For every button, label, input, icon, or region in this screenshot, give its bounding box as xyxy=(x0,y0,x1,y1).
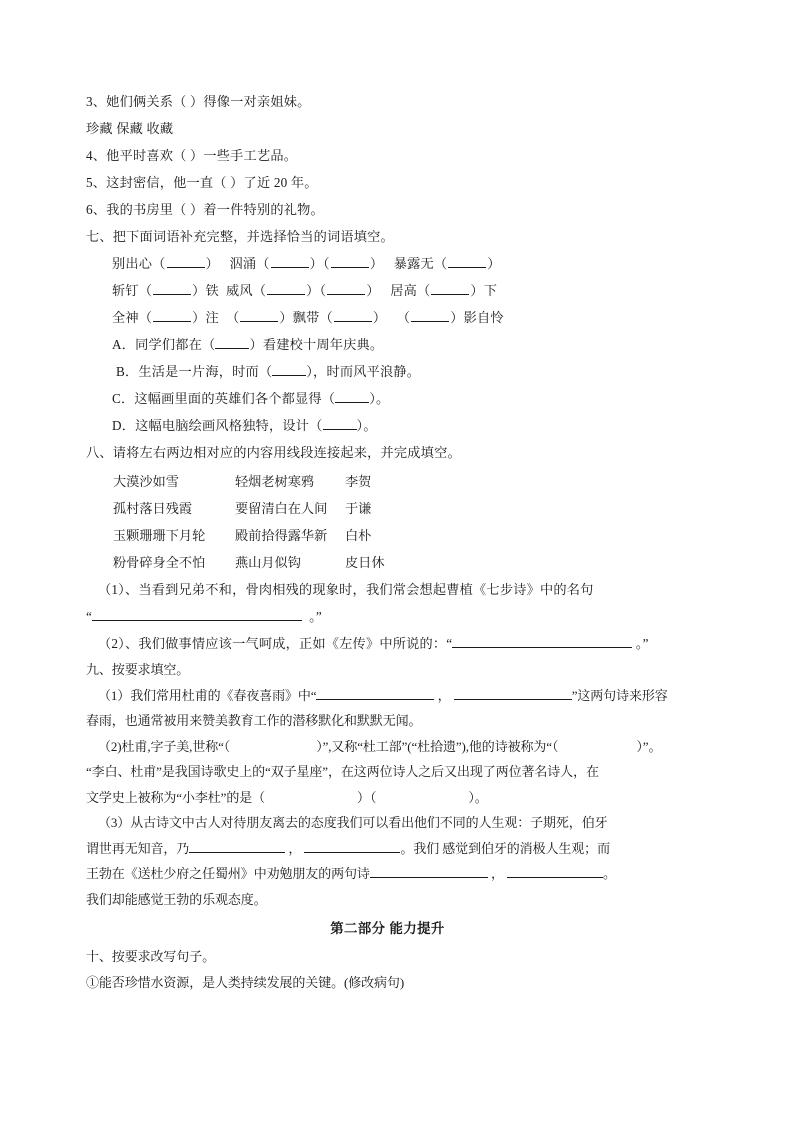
answer-space[interactable] xyxy=(376,789,468,802)
answer-space[interactable] xyxy=(230,738,316,751)
blank-underline[interactable] xyxy=(323,416,357,430)
blank-underline[interactable] xyxy=(189,839,285,853)
blank-underline[interactable] xyxy=(304,839,400,853)
table-row xyxy=(86,495,707,522)
section9-q2-line3: 文学史上被称为“小李杜”的是（ ）（ ）。 xyxy=(86,789,488,805)
blank-underline[interactable] xyxy=(370,864,488,878)
section7-idiom-row-2 xyxy=(86,277,707,304)
match-right-item[interactable]: 于谦 xyxy=(345,501,372,516)
section9-heading: 九、按要求填空。 xyxy=(86,662,190,677)
match-left-item[interactable]: 大漠沙如雪 xyxy=(113,474,179,489)
poem-matching-table xyxy=(86,468,707,576)
section7-option-d: D．这幅电脑绘画风格独特，设计（ ）。 xyxy=(86,412,707,439)
blank-underline[interactable] xyxy=(153,308,191,322)
blank-underline[interactable] xyxy=(454,686,572,700)
idiom-blank-group: 暴露无（ ） xyxy=(394,256,501,271)
section8-q1-line2: “ 。” xyxy=(86,603,707,630)
blank-underline[interactable] xyxy=(153,281,191,295)
section7-option-c: C．这幅画里面的英雄们各个都显得（ ）。 xyxy=(86,385,707,412)
section7-option-b: B．生活是一片海，时而（ ），时而风平浪静。 xyxy=(86,358,707,385)
blank-underline[interactable] xyxy=(215,335,249,349)
match-right-item[interactable]: 白朴 xyxy=(345,528,372,543)
idiom-blank-group: 全神（ ）注 xyxy=(112,310,219,325)
idiom-blank-group: 别出心（ ） xyxy=(112,256,219,271)
fill-item-3: 3、她们俩关系（ ）得像一对亲姐妹。 xyxy=(86,94,311,109)
blank-underline[interactable] xyxy=(271,254,309,268)
match-middle-item[interactable]: 轻烟老树寒鸦 xyxy=(235,474,315,489)
section9-q1-line1: （1）我们常用杜甫的《春夜喜雨》中“ ， ”这两句诗来形容 xyxy=(98,687,668,703)
part-two-heading: 第二部分 能力提升 xyxy=(330,921,445,936)
blank-underline[interactable] xyxy=(92,607,302,621)
fill-item-5: 5、这封密信，他一直（ ）了近 20 年。 xyxy=(86,175,318,190)
section9-q2-line2: “李白、杜甫”是我国诗歌史上的“双子星座”，在这两位诗人之后又出现了两位著名诗人，在 xyxy=(86,764,599,779)
blank-underline[interactable] xyxy=(335,389,369,403)
match-right-item[interactable]: 李贺 xyxy=(345,474,372,489)
answer-space[interactable] xyxy=(265,789,357,802)
section10-heading: 十、按要求改写句子。 xyxy=(86,949,216,964)
blank-underline[interactable] xyxy=(507,864,603,878)
match-left-item[interactable]: 粉骨碎身全不怕 xyxy=(113,555,206,570)
blank-underline[interactable] xyxy=(334,308,372,322)
match-left-item[interactable]: 孤村落日残霞 xyxy=(113,501,193,516)
idiom-blank-group: 斩钉（ ）铁 xyxy=(112,283,219,298)
match-middle-item[interactable]: 燕山月似钩 xyxy=(235,555,301,570)
match-left-item[interactable]: 玉颗珊珊下月轮 xyxy=(113,528,206,543)
blank-underline[interactable] xyxy=(327,281,365,295)
section9-q3-line2: 谓世再无知音，乃 ， 。我们 感觉到伯牙的消极人生观；而 xyxy=(86,840,610,856)
document-body xyxy=(86,88,707,995)
section7-idiom-row-3 xyxy=(86,304,707,331)
section8-q1-line1: （1）、当看到兄弟不和，骨肉相残的现象时，我们常会想起曹植《七步诗》中的名句 xyxy=(98,582,594,597)
section7-option-a: A．同学们都在（ ）看建校十周年庆典。 xyxy=(86,331,707,358)
word-bank-line: 珍藏 保藏 收藏 xyxy=(86,121,174,136)
table-row xyxy=(86,522,707,549)
blank-underline[interactable] xyxy=(272,362,306,376)
section9-q2-line1: （2)杜甫,字子美,世称“（ ）”,又称“杜工部”(“杜拾遗”),他的诗被称为“（ ）”。 xyxy=(98,738,662,754)
fill-item-6: 6、我的书房里（ ）着一件特别的礼物。 xyxy=(86,202,324,217)
blank-underline[interactable] xyxy=(448,254,486,268)
blank-underline[interactable] xyxy=(452,634,632,648)
section8-q2-line: （2）、我们做事情应该一气呵成，正如《左传》中所说的：“ 。” xyxy=(86,630,707,657)
answer-space[interactable] xyxy=(558,738,636,751)
idiom-blank-group: 居高（ ）下 xyxy=(390,283,497,298)
match-right-item[interactable]: 皮日休 xyxy=(345,555,385,570)
idiom-blank-group: （ ）影自怜 xyxy=(397,310,504,325)
section9-q3-line1: （3）从古诗文中古人对待朋友离去的态度我们可以看出他们不同的人生观：子期死，伯牙 xyxy=(98,815,608,830)
fill-item-4: 4、他平时喜欢（ ）一些手工艺品。 xyxy=(86,148,298,163)
section10-item-1: ①能否珍惜水资源，是人类持续发展的关键。(修改病句) xyxy=(86,974,405,990)
blank-underline[interactable] xyxy=(267,281,305,295)
table-row xyxy=(86,549,707,576)
idiom-blank-group: 泅涌（ ）（ ） xyxy=(229,256,383,271)
idiom-blank-group: （ ）飘带（ ） xyxy=(226,310,386,325)
section9-q3-line3: 王勃在《送杜少府之任蜀州》中劝勉朋友的两句诗 ， 。 xyxy=(86,866,616,881)
section9-q3-line4: 我们却能感觉王勃的乐观态度。 xyxy=(86,891,267,907)
section7-heading: 七、把下面词语补充完整，并选择恰当的词语填空。 xyxy=(86,229,394,244)
section9-q1-line2: 春雨，也通常被用来赞美教育工作的潜移默化和默默无闻。 xyxy=(86,713,422,728)
blank-underline[interactable] xyxy=(431,281,469,295)
blank-underline[interactable] xyxy=(331,254,369,268)
match-middle-item[interactable]: 殿前拾得露华新 xyxy=(235,528,328,543)
table-row xyxy=(86,468,707,495)
section8-heading: 八、请将左右两边相对应的内容用线段连接起来，并完成填空。 xyxy=(86,445,461,460)
blank-underline[interactable] xyxy=(411,308,449,322)
idiom-blank-group: 威风（ ）（ ） xyxy=(226,283,380,298)
section7-idiom-row-1 xyxy=(86,250,707,277)
blank-underline[interactable] xyxy=(167,254,205,268)
blank-underline[interactable] xyxy=(316,686,434,700)
blank-underline[interactable] xyxy=(240,308,278,322)
match-middle-item[interactable]: 要留清白在人间 xyxy=(235,501,328,516)
